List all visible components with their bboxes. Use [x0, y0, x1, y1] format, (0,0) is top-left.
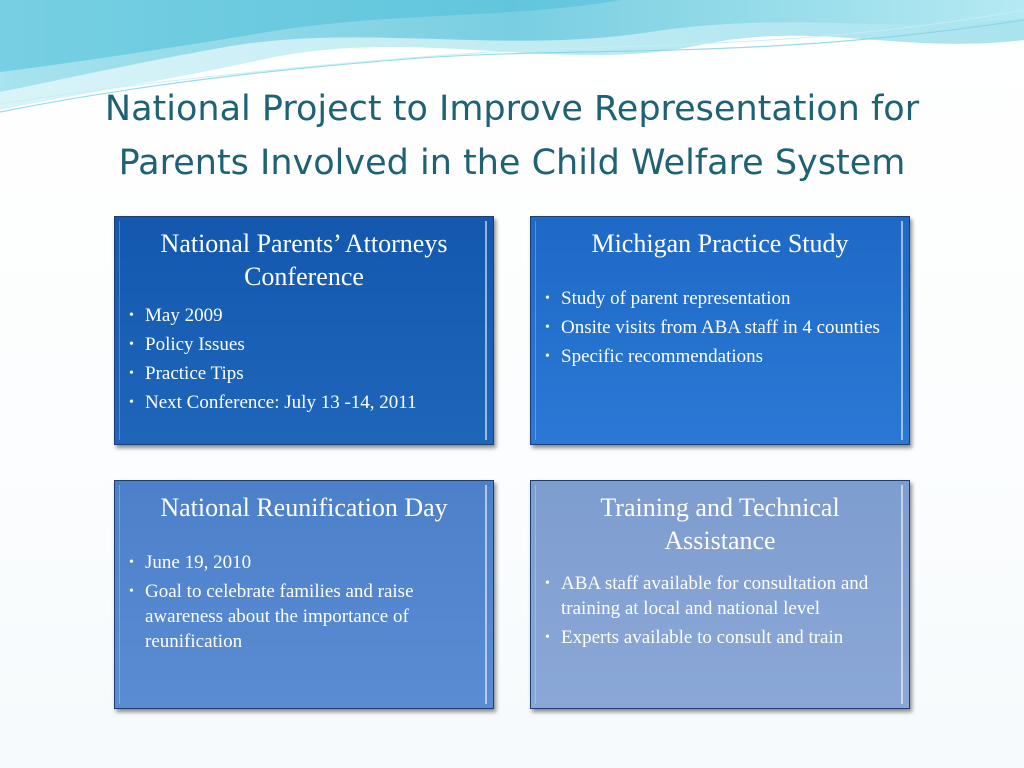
bullet-icon: •	[129, 366, 134, 381]
bullet-list	[115, 550, 493, 654]
bullet-icon: •	[129, 555, 134, 570]
list-item-text: Practice Tips	[145, 363, 244, 384]
list-item-text: Goal to celebrate families and raise awareness about the importance of reunification	[145, 581, 414, 652]
list-item	[127, 550, 479, 575]
box-training-technical-assistance	[530, 480, 910, 709]
box-title: Training and Technical Assistance	[600, 493, 840, 555]
list-item	[127, 332, 479, 357]
bullet-icon: •	[129, 337, 134, 352]
list-item-text: Onsite visits from ABA staff in 4 counties	[561, 317, 880, 338]
list-item	[543, 286, 895, 311]
bullet-icon: •	[545, 320, 550, 335]
list-item	[543, 571, 895, 621]
list-item-text: Policy Issues	[145, 334, 245, 355]
list-item-text: Study of parent representation	[561, 288, 791, 309]
box-michigan-practice-study	[530, 216, 910, 445]
list-item-text: June 19, 2010	[145, 552, 252, 573]
list-item	[543, 315, 895, 340]
bullet-icon: •	[545, 349, 550, 364]
list-item	[127, 579, 479, 654]
bullet-icon: •	[129, 584, 134, 599]
bullet-list	[531, 286, 909, 369]
list-item-text: Specific recommendations	[561, 346, 764, 367]
bullet-icon: •	[545, 630, 550, 645]
bullet-icon: •	[129, 308, 134, 323]
list-item-text: Experts available to consult and train	[561, 627, 844, 648]
box-title: Michigan Practice Study	[591, 229, 849, 258]
bullet-icon: •	[545, 576, 550, 591]
slide-title: National Project to Improve Representation for Parents Involved in the Child Welfare System	[104, 89, 920, 183]
box-title: National Parents’ Attorneys Conference	[160, 229, 448, 291]
bullet-icon: •	[545, 291, 550, 306]
list-item	[543, 625, 895, 650]
list-item	[543, 344, 895, 369]
list-item-text: ABA staff available for consultation and training at local and national level	[561, 573, 869, 619]
bullet-list	[115, 303, 493, 415]
list-item	[127, 303, 479, 328]
list-item-text: Next Conference: July 13 -14, 2011	[145, 392, 417, 413]
list-item	[127, 390, 479, 415]
bullet-icon: •	[129, 395, 134, 410]
bullet-list	[531, 571, 909, 650]
box-parents-attorneys-conference	[114, 216, 494, 445]
box-title: National Reunification Day	[160, 493, 448, 522]
box-national-reunification-day	[114, 480, 494, 709]
list-item	[127, 361, 479, 386]
list-item-text: May 2009	[145, 305, 223, 326]
